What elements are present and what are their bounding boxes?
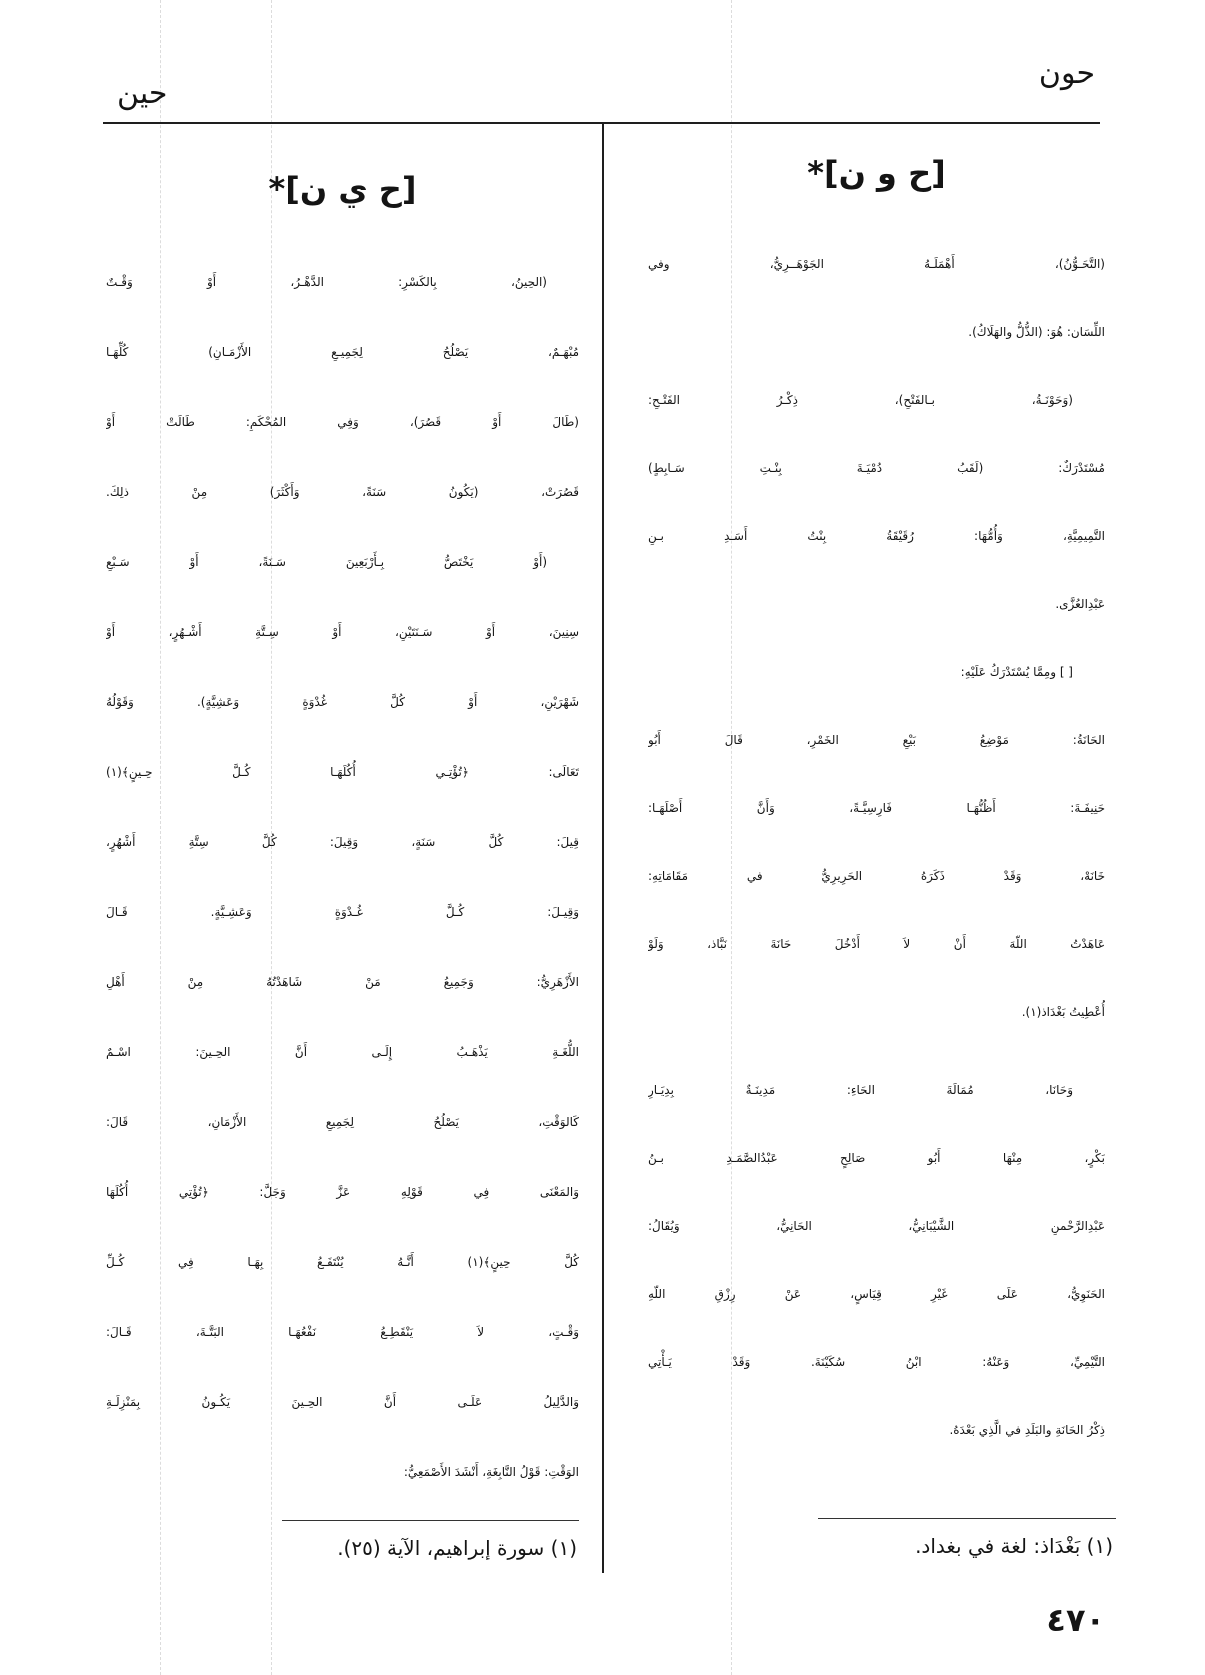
right-column xyxy=(648,0,1105,1675)
footnote-rule xyxy=(818,1518,1116,1519)
text-line: [ ] ومِمَّا يُسْتَدْرَكُ عَلَيْهِ: xyxy=(960,665,1073,679)
footnote: (١) بَغْدَاذ: لغة في بغداد. xyxy=(915,1534,1113,1558)
footnote-rule xyxy=(282,1520,579,1521)
text-line: وَحَانَا، مُمَالَةَ الحَاءِ: مَدِينَـةٌ بِدِيَـارِ xyxy=(648,1083,1073,1097)
text-line: (أَوْ يَخْتَصُّ بِـأَرْبَعِينَ سَـنَةً، أَوْ سَـبْعِ xyxy=(106,555,547,569)
footnote: (١) سورة إبراهيم، الآية (٢٥). xyxy=(337,1536,577,1560)
text-line: كَالوَقْتِ، يَصْلُحُ لِجَمِيعِ الأَزْمَانِ، قَالَ: xyxy=(106,1115,579,1129)
page-number: ٤٧٠ xyxy=(1046,1601,1105,1639)
root-heading: [ح و ن]* xyxy=(807,154,946,192)
text-line: تَعَالَى: ﴿تُؤْتِـي أُكُلَهَـا كُـلَّ حِـينٍ﴾(١) xyxy=(106,765,579,779)
root-heading: [ح ي ن]* xyxy=(268,170,417,208)
text-line: ذِكْرُ الحَانَةِ والبَلَدِ في الَّذِي بَعْدَهُ. xyxy=(949,1423,1105,1437)
text-line: الحَنَوِيُّ، عَلَى غَيْرِ قِيَاسٍ، عَنْ رِزْقِ اللّهِ xyxy=(648,1287,1105,1301)
text-line: (طَالَ أَوْ قَصُرَ)، وَفِي المُحْكَمِ: طَالَتْ أَوْ xyxy=(106,415,579,429)
text-line: مُبْهَـمٌ، يَصْلُحُ لِجَمِيـعِ الأَزْمَـانِ) كُلِّهَـا xyxy=(106,345,579,359)
text-line: مُسْتَدْرَكٌ: (لَقَبُ دُمْيَـةَ بِنْـتِ سَـابِطٍ) xyxy=(648,461,1105,475)
text-line: وَقْـتٍ، لاَ يَنْقَطِـعُ نَفْعُهَـا البَتَّـةَ، قَـالَ: xyxy=(106,1325,579,1339)
entry-text xyxy=(106,247,579,1507)
left-column xyxy=(106,0,579,1675)
entry-text xyxy=(648,230,1105,1464)
running-head-left: حين xyxy=(117,76,168,111)
text-line: الأَزْهَرِيُّ: وَجَمِيعُ مَنْ شَاهَدْتُهُ مِنْ أَهْلِ xyxy=(106,975,579,989)
text-line: شَهْرَيْنِ، أَوْ كُلَّ غُدْوَةٍ وَعَشِيَّةٍ). وَقَوْلُهُ xyxy=(106,695,579,709)
text-line: حَنِيفَـةَ: أَظُنُّهَـا فَارِسِيَّـةً، وَأَنَّ أَصْلَهَـا: xyxy=(648,801,1105,815)
text-line: سِنِينَ، أَوْ سَـنَتَيْنِ، أَوْ سِـتَّةِ أَشْـهُرٍ، أَوْ xyxy=(106,625,579,639)
text-line: قِيلَ: كُلَّ سَنَةٍ، وَقِيلَ: كُلَّ سِتَّةِ أَشْهُرٍ، xyxy=(106,835,579,849)
text-line: كُلَّ حِينٍ﴾(١) أَنَّـهُ يُنْتَفَـعُ بِهَـا فِي كُـلِّ xyxy=(106,1255,579,1269)
text-line: بَكْرٍ، مِنْهَا أَبُو صَالِحٍ عَبْدُالصَّمَـدِ بـنُ xyxy=(648,1151,1105,1165)
text-line: التَّمِيمِيَّةِ، وَأُمُّهَا: رُقَيْقَةُ بِنْتُ أَسَـدِ بـنِ xyxy=(648,529,1105,543)
text-line: (التَّحَـوُّنُ)، أَهْمَلَـهُ الجَوْهَــرِيُّ، وفي xyxy=(648,257,1105,271)
column-divider xyxy=(602,124,604,1573)
text-line: خَانَهْ، وَقَدْ ذَكَرَهُ الحَرِيرِيُّ في مَقَامَاتِهِ: xyxy=(648,869,1105,883)
text-line: وَالدَّلِيلُ عَلَـى أَنَّ الحِـينَ يَكُـونُ بِمَنْزِلَـةِ xyxy=(106,1395,579,1409)
text-line: التَّيْمِيِّ، وَعَنْهُ: ابْنُ سُكَيْنَةَ. وَقَدْ يَـأْتِي xyxy=(648,1355,1105,1369)
text-line: وَالمَعْنَى فِي قَوْلِهِ عَزَّ وَجَلَّ: ﴿تُؤْتِي أُكُلَهَا xyxy=(106,1185,579,1199)
text-line: الوَقْتِ: قَوْلُ النَّابِغَةِ، أَنْشَدَ الأَصْمَعِيُّ: xyxy=(403,1465,579,1479)
text-line: اللُّغَـةِ يَذْهَـبُ إِلَـى أَنَّ الحِـينَ: اسْـمٌ xyxy=(106,1045,579,1059)
text-line: عَبْدِالرَّحْمنِ الشَّيْبَانِيُّ، الحَانِيُّ، وَيُقَالُ: xyxy=(648,1219,1105,1233)
text-line: أُعْطِيتُ بَغْدَاذ(١). xyxy=(1021,1005,1105,1019)
text-line: اللِّسَان: هُوَ: (الذُّلُّ والهَلَاكُ). xyxy=(968,325,1105,339)
text-line: عَبْدِالعُزَّى. xyxy=(1055,597,1105,611)
running-head-right: حون xyxy=(1038,56,1095,91)
text-line: عَاهَدْتُ اللّهَ أَنْ لاَ أَدْخُلَ حَانَةَ نَبَّاذ، وَلَوْ xyxy=(648,937,1105,951)
text-line: الحَانَةُ: مَوْضِعُ بَيْعِ الخَمْرِ، قَالَ أَبُو xyxy=(648,733,1105,747)
text-line: وَقِيـلَ: كُـلَّ غُـدْوَةٍ وَعَشِـيَّةٍ. قَـالَ xyxy=(106,905,579,919)
text-line: (الحِينُ، بِالكَسْرِ: الدَّهْـرُ، أَوْ وَقْـتٌ xyxy=(106,275,547,289)
text-line: قَصُرَتْ، (يَكُونُ سَنَةً، وَأَكْثَرَ) مِنْ ذلِكَ. xyxy=(106,485,579,499)
text-line: (وَحَوْنَـةُ، بـالفَتْحِ)، ذِكْـرُ الفَتْـحِ: xyxy=(648,393,1073,407)
